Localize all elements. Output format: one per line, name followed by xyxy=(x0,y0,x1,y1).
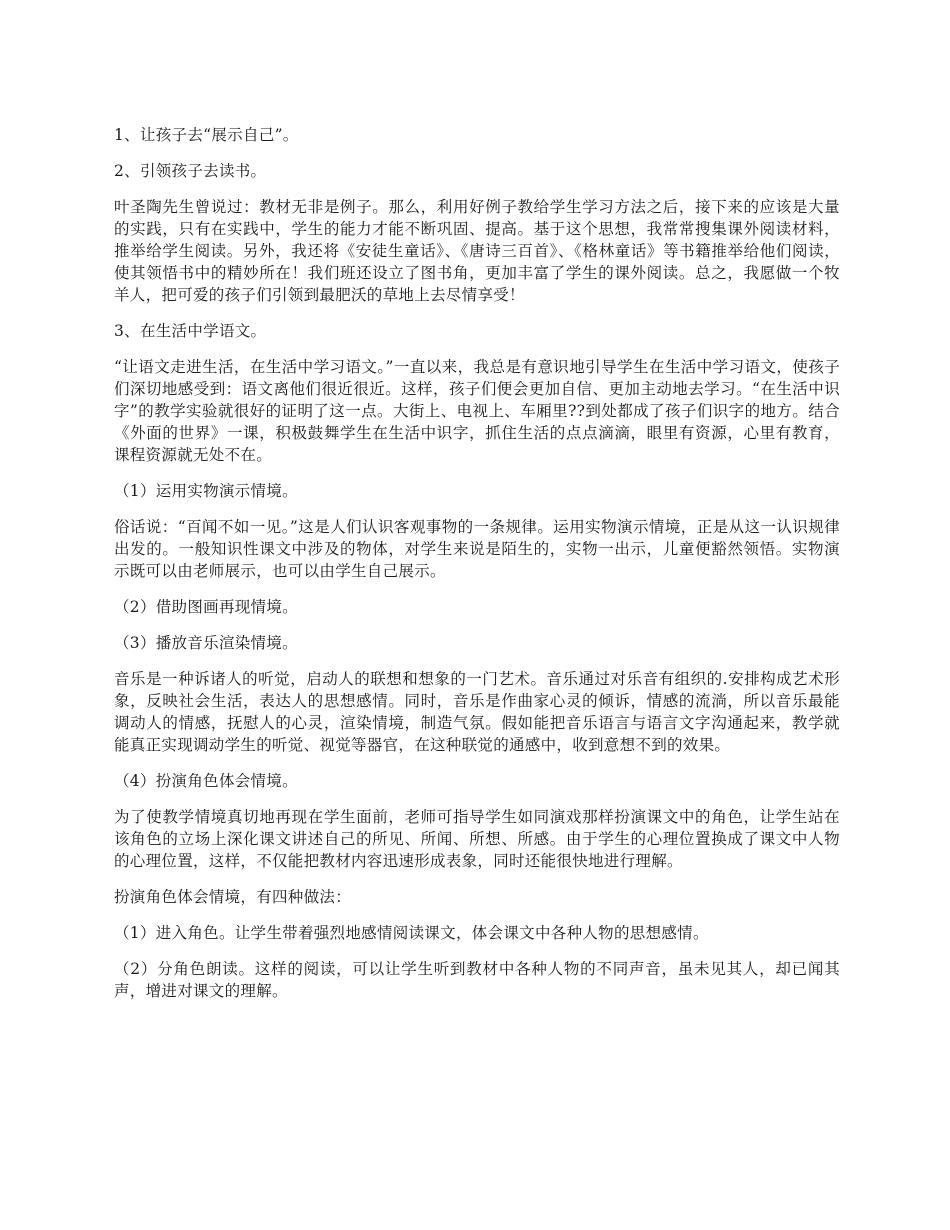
paragraph-heading-3: 3、在生活中学语文。 xyxy=(114,322,267,340)
paragraph-reading: 叶圣陶先生曾说过：教材无非是例子。那么，利用好例子教给学生学习方法之后，接下来的应该是大量的实践，只有在实践中，学生的能力才能不断巩固、提高。基于这个思想，我常常搜集课外阅读材料，推举给学生阅读。另外，我还将《安徒生童话》、《唐诗三百首》、《格林童话》等书籍推举给他们阅读，使其领悟书中的精妙所在！我们班还设立了图书角，更加丰富了学生的课外阅读。总之，我愿做一个牧羊人，把可爱的孩子们引领到最肥沃的草地上去尽情享受！ xyxy=(114,198,840,304)
paragraph-method-2: （2）分角色朗读。这样的阅读，可以让学生听到教材中各种人物的不同声音，虽未见其人，却已闻其声，增进对课文的理解。 xyxy=(114,960,840,1000)
paragraph-life-chinese: “让语文走进生活，在生活中学习语文。”一直以来，我总是有意识地引导学生在生活中学习语文，使孩子们深切地感受到：语文离他们很近很近。这样，孩子们便会更加自信、更加主动地去学习。“在生活中识字”的教学实验就很好的证明了这一点。大街上、电视上、车厢里??到处都成了孩子们识字的地方。结合《外面的世界》一课，积极鼓舞学生在生活中识字，抓住生活的点点滴滴，眼里有资源，心里有教育，课程资源就无处不在。 xyxy=(114,358,840,464)
paragraph-objects: 俗话说：“百闻不如一见。”这是人们认识客观事物的一条规律。运用实物演示情境，正是从这一认识规律出发的。一般知识性课文中涉及的物体，对学生来说是陌生的，实物一出示，儿童便豁然领悟。实物演示既可以由老师展示，也可以由学生自己展示。 xyxy=(114,518,840,580)
paragraph-music: 音乐是一种诉诸人的听觉，启动人的联想和想象的一门艺术。音乐通过对乐音有组织的.安排构成艺术形象，反映社会生活，表达人的思想感情。同时，音乐是作曲家心灵的倾诉，情感的流淌，所以音乐最能调动人的情感，抚慰人的心灵，渲染情境，制造气氛。假如能把音乐语言与语言文字沟通起来，教学就能真正实现调动学生的听觉、视觉等器官，在这种联觉的通感中，收到意想不到的效果。 xyxy=(114,670,840,754)
document-body xyxy=(114,124,840,1016)
paragraph-subheading-music: （3）播放音乐渲染情境。 xyxy=(114,634,298,652)
paragraph-heading-1: 1、让孩子去“展示自己”。 xyxy=(114,126,299,144)
paragraph-method-1: （1）进入角色。让学生带着强烈地感情阅读课文，体会课文中各种人物的思想感情。 xyxy=(114,924,709,942)
paragraph-subheading-objects: （1）运用实物演示情境。 xyxy=(114,482,298,500)
paragraph-subheading-roles: （4）扮演角色体会情境。 xyxy=(114,772,298,790)
paragraph-roles: 为了使教学情境真切地再现在学生面前，老师可指导学生如同演戏那样扮演课文中的角色，让学生站在该角色的立场上深化课文讲述自己的所见、所闻、所想、所感。由于学生的心理位置换成了课文中人物的心理位置，这样，不仅能把教材内容迅速形成表象，同时还能很快地进行理解。 xyxy=(114,808,840,870)
paragraph-heading-2: 2、引领孩子去读书。 xyxy=(114,162,267,180)
paragraph-roles-methods: 扮演角色体会情境，有四种做法： xyxy=(114,888,352,906)
paragraph-subheading-pictures: （2）借助图画再现情境。 xyxy=(114,598,298,616)
